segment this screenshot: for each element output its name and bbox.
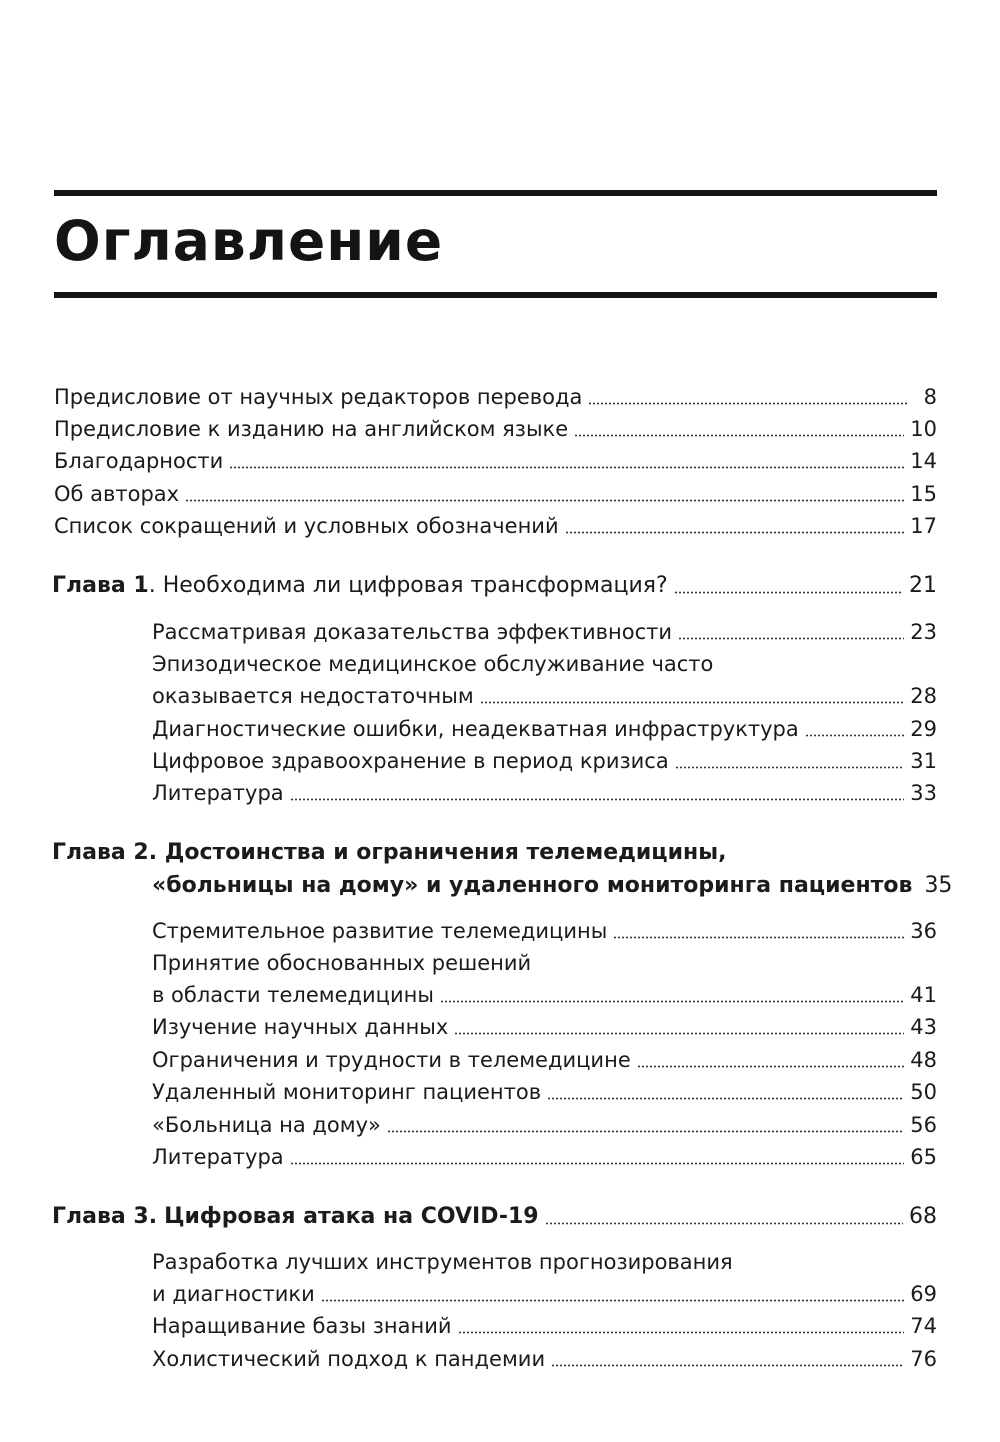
chapter-2-heading-line1	[52, 838, 726, 868]
dot-leader	[229, 466, 904, 469]
toc-subentry-label: Диагностические ошибки, неадекватная инфраструктура	[152, 717, 799, 741]
dot-leader	[551, 1364, 904, 1367]
toc-subentry[interactable]	[152, 778, 937, 808]
toc-subentry-page: 33	[910, 781, 937, 805]
toc-entry-page: 10	[910, 417, 937, 441]
dot-leader	[545, 1222, 903, 1225]
toc-subentry-label: Удаленный мониторинг пациентов	[152, 1080, 542, 1104]
toc-subentry-label: Ограничения и трудности в телемедицине	[152, 1048, 631, 1072]
toc-entry-label: Предисловие от научных редакторов перевода	[54, 385, 583, 409]
dot-leader	[637, 1065, 905, 1068]
toc-subentry-page: 41	[910, 983, 937, 1007]
toc-subentry-page: 76	[910, 1347, 937, 1371]
dot-leader	[290, 798, 905, 801]
dot-leader	[290, 1162, 905, 1165]
page-title: Оглавление	[54, 209, 444, 273]
toc-subentry-page: 31	[910, 749, 937, 773]
toc-subentry[interactable]	[152, 1311, 937, 1341]
toc-subentry-label: и диагностики	[152, 1282, 315, 1306]
chapter-1-entry[interactable]: Глава 1. Необходима ли цифровая трансформация? 21	[52, 571, 937, 601]
toc-subentry-label: Стремительное развитие телемедицины	[152, 919, 608, 943]
toc-entry[interactable]	[54, 446, 937, 476]
toc-subentry-page: 28	[910, 684, 937, 708]
toc-subentry[interactable]	[152, 1110, 937, 1140]
dot-leader	[678, 637, 904, 640]
chapter-3-entry[interactable]	[52, 1202, 937, 1232]
dot-leader	[387, 1130, 904, 1133]
dot-leader	[675, 766, 905, 769]
toc-subentry-label: Цифровое здравоохранение в период кризиса	[152, 749, 669, 773]
dot-leader	[321, 1299, 905, 1302]
toc-subentry[interactable]	[152, 1279, 937, 1309]
toc-subentry-label-line1: Эпизодическое медицинское обслуживание часто	[152, 652, 714, 676]
chapter-page: 21	[909, 573, 937, 598]
chapter-title: «больницы на дому» и удаленного мониторинга пациентов	[152, 873, 913, 898]
toc-subentry-label: Рассматривая доказательства эффективности	[152, 620, 673, 644]
toc-entry[interactable]	[54, 479, 937, 509]
dot-leader	[547, 1097, 904, 1100]
chapter-number: Глава 2.	[52, 840, 158, 865]
bottom-rule	[54, 292, 937, 298]
toc-subentry[interactable]	[152, 1045, 937, 1075]
toc-subentry-page: 74	[910, 1314, 937, 1338]
toc-subentry[interactable]	[152, 1344, 937, 1374]
toc-entry-page: 14	[910, 449, 937, 473]
chapter-title-line1: Достоинства и ограничения телемедицины,	[164, 840, 727, 865]
chapter-title: Необходима ли цифровая трансформация?	[162, 573, 668, 598]
toc-subentry-label: Наращивание базы знаний	[152, 1314, 452, 1338]
toc-entry-page: 8	[923, 385, 937, 409]
toc-subentry-label-line1: Принятие обоснованных решений	[152, 951, 532, 975]
dot-leader	[613, 936, 904, 939]
toc-subentry-page: 23	[910, 620, 937, 644]
toc-subentry-page: 43	[910, 1015, 937, 1039]
toc-subentry[interactable]	[152, 714, 937, 744]
toc-subentry-label: Литература	[152, 781, 284, 805]
chapter-title: Цифровая атака на COVID-19	[164, 1204, 539, 1229]
toc-entry-label: Предисловие к изданию на английском языке	[54, 417, 569, 441]
dot-leader	[185, 499, 904, 502]
toc-subentry-page: 65	[910, 1145, 937, 1169]
toc-subentry-page: 48	[910, 1048, 937, 1072]
toc-subentry-page: 36	[910, 919, 937, 943]
dot-leader	[454, 1032, 904, 1035]
toc-entry-label: Список сокращений и условных обозначений	[54, 514, 559, 538]
chapter-page: 35	[924, 873, 953, 898]
toc-subentry[interactable]	[152, 617, 937, 647]
dot-leader	[440, 1000, 904, 1003]
toc-entry-label: Благодарности	[54, 449, 224, 473]
toc-subentry-label: Изучение научных данных	[152, 1015, 449, 1039]
toc-subentry-page: 50	[910, 1080, 937, 1104]
dot-leader	[480, 701, 905, 704]
top-rule	[54, 190, 937, 196]
toc-subentry[interactable]	[152, 1012, 937, 1042]
toc-entry[interactable]	[54, 414, 937, 444]
toc-entry[interactable]	[54, 382, 937, 412]
toc-subentry-page: 56	[910, 1113, 937, 1137]
chapter-number: Глава 3.	[52, 1204, 158, 1229]
toc-subentry[interactable]	[152, 746, 937, 776]
toc-subentry-label-line1: Разработка лучших инструментов прогнозирования	[152, 1250, 733, 1274]
toc-subentry-page: 29	[910, 717, 937, 741]
toc-entry-label: Об авторах	[54, 482, 180, 506]
dot-leader	[674, 591, 903, 594]
dot-leader	[565, 531, 905, 534]
toc-subentry-label: в области телемедицины	[152, 983, 434, 1007]
dot-leader	[805, 734, 905, 737]
toc-entry-page: 17	[910, 514, 937, 538]
toc-subentry-label: Литература	[152, 1145, 284, 1169]
toc-subentry-page: 69	[910, 1282, 937, 1306]
toc-entry[interactable]	[54, 511, 937, 541]
toc-subentry[interactable]	[152, 1142, 937, 1172]
chapter-2-entry[interactable]	[152, 871, 953, 901]
toc-subentry[interactable]	[152, 681, 937, 711]
dot-leader	[458, 1331, 905, 1334]
chapter-number: Глава 1	[52, 573, 149, 598]
toc-subentry[interactable]	[152, 1077, 937, 1107]
dot-leader	[588, 402, 909, 405]
toc-subentry[interactable]	[152, 916, 937, 946]
toc-subentry-label: Холистический подход к пандемии	[152, 1347, 546, 1371]
toc-subentry[interactable]	[152, 980, 937, 1010]
toc-subentry-label: «Больница на дому»	[152, 1113, 381, 1137]
toc-entry-page: 15	[910, 482, 937, 506]
toc-subentry-label: оказывается недостаточным	[152, 684, 474, 708]
dot-leader	[574, 434, 904, 437]
chapter-page: 68	[909, 1204, 937, 1229]
